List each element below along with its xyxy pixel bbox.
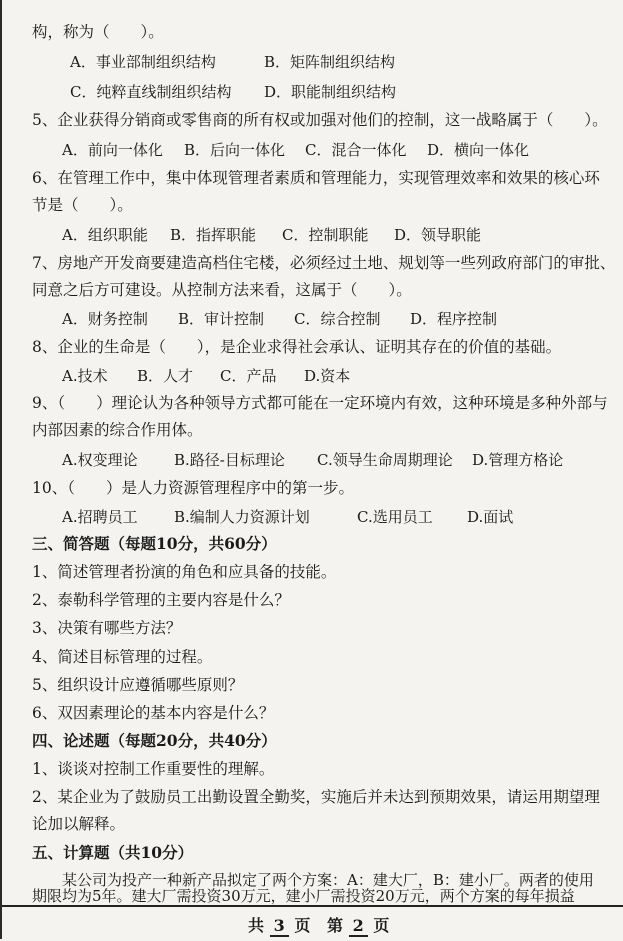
q8-option-a: A.技术	[62, 367, 108, 385]
section4-item-2-line1: 2、某企业为了鼓励员工出勤设置全勤奖，实施后并未达到预期效果，请运用期望理	[32, 788, 600, 806]
q9-option-d: D.管理方格论	[472, 451, 564, 469]
q8-option-b: B．人才	[137, 367, 194, 385]
q10-option-c: C.选用员工	[357, 508, 433, 526]
page-unit-2: 页	[373, 916, 390, 935]
section3-item-5: 5、组织设计应遵循哪些原则？	[32, 676, 244, 694]
section3-item-3: 3、决策有哪些方法？	[32, 619, 182, 637]
section3-item-6: 6、双因素理论的基本内容是什么？	[32, 704, 275, 722]
q10-option-a: A.招聘员工	[62, 508, 138, 526]
current-page: 2	[349, 917, 368, 937]
q10-option-b: B.编制人力资源计划	[174, 508, 310, 526]
section4-title: 四、论述题（每题20分，共40分）	[32, 731, 277, 750]
q5-stem: 5、企业获得分销商或零售商的所有权或加强对他们的控制，这一战略属于（ ）。	[32, 111, 608, 129]
q10-option-d: D.面试	[467, 508, 514, 526]
q4-option-d: D．职能制组织结构	[264, 83, 397, 101]
q5-option-c: C．混合一体化	[305, 141, 407, 159]
q7-option-a: A．财务控制	[62, 310, 148, 328]
q9-option-b: B.路径-目标理论	[174, 451, 285, 469]
section5-line2: 期限均为5年。建大厂需投资30万元，建小厂需投资20万元，两个方案的每年损益	[32, 887, 575, 905]
q9-stem-line2: 内部因素的综合作用体。	[32, 421, 203, 439]
q6-option-b: B．指挥职能	[170, 226, 257, 244]
page-unit-1: 页	[294, 916, 311, 935]
q8-option-d: D.资本	[304, 367, 351, 385]
section3-item-1: 1、简述管理者扮演的角色和应具备的技能。	[32, 563, 337, 581]
q7-stem-line2: 同意之后方可建设。从控制方法来看，这属于（ ）。	[32, 281, 412, 299]
page-footer	[2, 905, 623, 941]
page-counter	[248, 913, 389, 937]
q10-stem: 10、（ ）是人力资源管理程序中的第一步。	[32, 479, 354, 497]
q7-option-c: C．综合控制	[294, 310, 381, 328]
q9-stem-line1: 9、（ ）理论认为各种领导方式都可能在一定环境内有效，这种环境是多种外部与	[32, 394, 608, 412]
section3-title: 三、简答题（每题10分，共60分）	[32, 534, 277, 553]
q6-option-d: D．领导职能	[394, 226, 482, 244]
q5-option-a: A．前向一体化	[62, 141, 163, 159]
q6-option-c: C．控制职能	[282, 226, 369, 244]
section3-item-2: 2、泰勒科学管理的主要内容是什么？	[32, 591, 290, 609]
q7-option-b: B．审计控制	[178, 310, 265, 328]
section4-item-2-line2: 论加以解释。	[32, 815, 126, 833]
q4-option-c: C．纯粹直线制组织结构	[70, 83, 232, 101]
q6-option-a: A．组织职能	[62, 226, 148, 244]
q5-option-d: D．横向一体化	[427, 141, 530, 159]
q7-stem-line1: 7、房地产开发商要建造高档住宅楼，必须经过土地、规划等一些列政府部门的审批、	[32, 254, 616, 272]
current-label: 第	[327, 916, 344, 935]
section5-line1: 某公司为投产一种新产品拟定了两个方案：A：建大厂，B：建小厂。两者的使用	[62, 871, 594, 889]
q5-option-b: B．后向一体化	[184, 141, 286, 159]
section4-item-1: 1、谈谈对控制工作重要性的理解。	[32, 760, 275, 778]
section5-title: 五、计算题（共10分）	[32, 843, 194, 862]
q4-option-a: A．事业部制组织结构	[70, 53, 216, 71]
q7-option-d: D．程序控制	[410, 310, 498, 328]
section3-item-4: 4、简述目标管理的过程。	[32, 648, 213, 666]
q9-option-a: A.权变理论	[62, 451, 138, 469]
q9-option-c: C.领导生命周期理论	[317, 451, 453, 469]
q8-option-c: C．产品	[220, 367, 277, 385]
q4-option-b: B．矩阵制组织结构	[264, 53, 396, 71]
total-label: 共	[248, 916, 265, 935]
q4-tail: 构，称为（ ）。	[32, 23, 164, 41]
q6-stem-line2: 节是（ ）。	[32, 196, 133, 214]
total-pages: 3	[270, 917, 289, 937]
q8-stem: 8、企业的生命是（ ），是企业求得社会承认、证明其存在的价值的基础。	[32, 338, 562, 356]
q6-stem-line1: 6、在管理工作中，集中体现管理者素质和管理能力，实现管理效率和效果的核心环	[32, 169, 600, 187]
